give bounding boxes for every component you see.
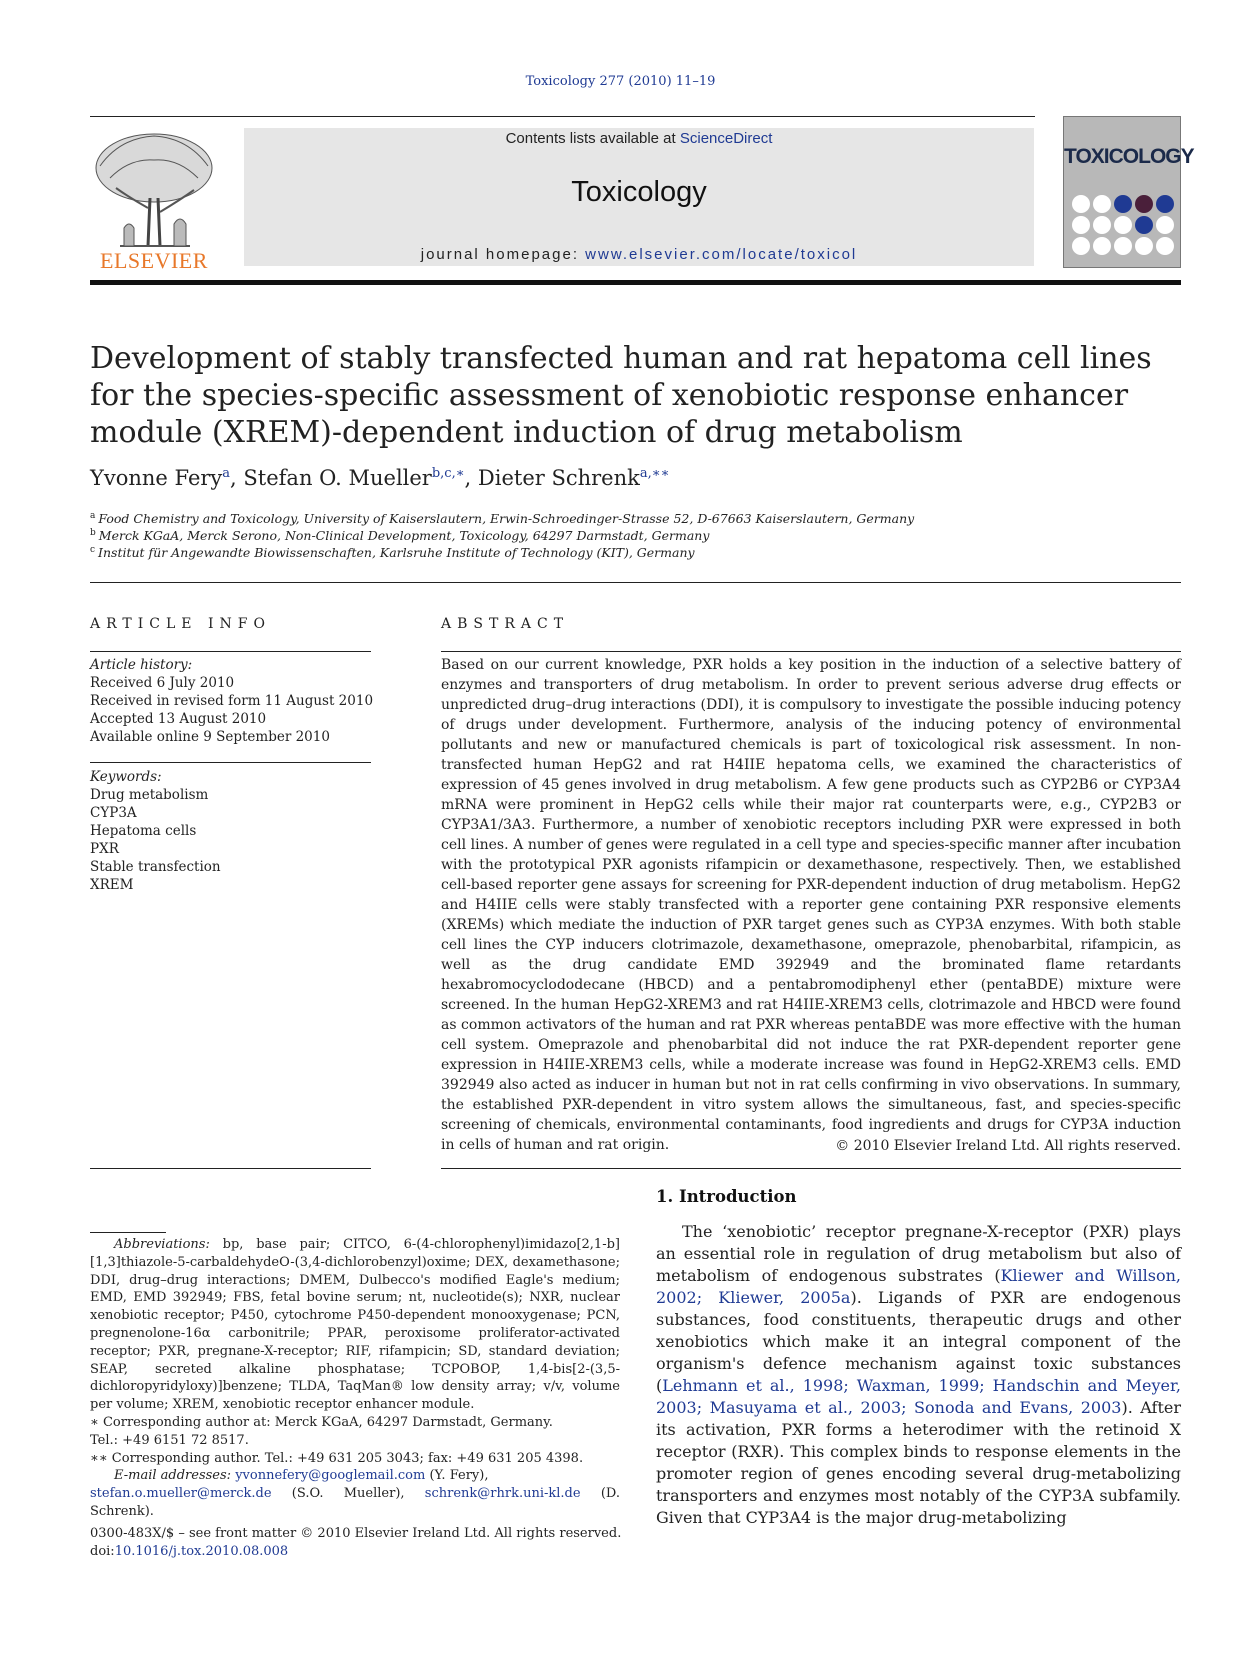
- email-owner: (S.O. Mueller),: [271, 1486, 425, 1502]
- intro-text: ). After its activation, PXR forms a heterodimer with the retinoid X receptor (RXR). This complex binds to response elements in the promoter region of genes encoding several drug-metabolizing transporters and enzymes most notably of the CYP3A subfamily. Given that CYP3A4 is the major drug-metabolizing: [656, 1398, 1181, 1527]
- article-history: [90, 656, 373, 746]
- keyword: PXR: [90, 841, 119, 857]
- keywords-block: [90, 768, 221, 894]
- doi-prefix: doi:: [90, 1543, 115, 1559]
- citation-link[interactable]: Kliewer and Willson, 2002; Kliewer, 2005a: [656, 1266, 1181, 1307]
- abstract-heading: ABSTRACT: [441, 616, 570, 632]
- journal-cover: [1063, 116, 1194, 268]
- header-rule: [90, 116, 1035, 117]
- abstract-text: Based on our current knowledge, PXR holds a key position in the induction of a selective battery of enzymes and transporters of drug metabolism. In order to prevent serious adverse drug effects or unpredicted drug–drug interactions (DDI), it is compulsory to investigate the possible inducing potency of drugs under development. Furthermore, analysis of the inducing potency of environmental pollutants and new or manufactured chemicals is part of toxicological risk assessment. In non-transfected human HepG2 and rat H4IIE hepatoma cells, we examined the characteristics of expression of 45 genes involved in drug metabolism. A few gene products such as CYP2B6 or CYP3A4 mRNA were prominent in HepG2 cells while their major rat counterparts were, e.g., CYP2B3 or CYP3A1/3A3. Furthermore, a number of xenobiotic receptors including PXR were expressed in both cell lines. A number of genes were regulated in a cell type and species-specific manner after incubation with the prototypical PXR agonists rifampicin or dexamethasone, respectively. Then, we established cell-based reporter gene assays for screening for PXR-dependent induction of drug metabolism. HepG2 and H4IIE cells were stably transfected with a reporter gene containing PXR responsive elements (XREMs) which mediate the induction of PXR target genes such as CYP3A enzymes. With both stable cell lines the CYP inducers clotrimazole, dexamethasone, omeprazole, phenobarbital, rifampicin, as well as the drug candidate EMD 392949 and the brominated flame retardants hexabromocyclododecane (HBCD) and a pentabromodiphenyl ether (pentaBDE) mixture were screened. In the human HepG2-XREM3 and rat H4IIE-XREM3 cells, clotrimazole and HBCD were found as common activators of the human and rat PXR whereas pentaBDE was more effective with the human cell system. Omeprazole and phenobarbital did not induce the rat PXR-dependent reporter gene expression in H4IIE-XREM3 cells, while a moderate increase was found in HepG2-XREM3 cells. EMD 392949 also acted as inducer in human but not in rat cells confirming in vivo observations. In summary, the established PXR-dependent in vitro system allows the simultaneous, fast, and species-specific screening of chemicals, environmental contaminants, food ingredients and drugs for CYP3A induction in cells of human and rat origin.: [441, 657, 1181, 1153]
- email-label: E-mail addresses:: [114, 1468, 232, 1484]
- email-link[interactable]: schrenk@rhrk.uni-kl.de: [424, 1486, 581, 1502]
- article-title: Development of stably transfected human and rat hepatoma cell lines for the species-specific assessment of xenobiotic response enhancer module (XREM)-dependent induction of drug metabolism: [90, 341, 1152, 450]
- header-thick-rule: [90, 280, 1181, 285]
- affiliation-text: Merck KGaA, Merck Serono, Non-Clinical Development, Toxicology, 64297 Darmstadt, Germany: [98, 528, 710, 544]
- keyword: XREM: [90, 877, 134, 893]
- contents-prefix: Contents lists available at: [505, 130, 680, 147]
- keyword: CYP3A: [90, 805, 137, 821]
- abstract-end-rule: [441, 1168, 1181, 1169]
- email-owner: (D. Schrenk).: [90, 1486, 620, 1519]
- intro-text: ). Ligands of PXR are endogenous substances, food constituents, therapeutic drugs and other xenobiotics which make it an integral component of the organism's defence mechanism against toxic substances (: [656, 1288, 1181, 1395]
- history-item: Available online 9 September 2010: [90, 729, 330, 745]
- front-matter: [90, 1525, 621, 1561]
- keyword: Stable transfection: [90, 859, 221, 875]
- author-list: Yvonne Fery$^a$, Stefan O. Mueller$^{b,c,∗}$, Dieter Schrenk$^{a,∗∗}$: [90, 466, 670, 490]
- history-item: Received 6 July 2010: [90, 675, 235, 691]
- section-rule: [90, 582, 1181, 583]
- homepage-link[interactable]: www.elsevier.com/locate/toxicol: [585, 246, 858, 263]
- sciencedirect-link[interactable]: ScienceDirect: [679, 130, 773, 147]
- introduction-text: [656, 1221, 1181, 1529]
- homepage-prefix: journal homepage:: [420, 246, 586, 263]
- introduction-heading: 1. Introduction: [656, 1187, 797, 1206]
- history-item: Accepted 13 August 2010: [90, 711, 267, 727]
- keywords-rule: [90, 762, 371, 763]
- email-link[interactable]: stefan.o.mueller@merck.de: [90, 1486, 272, 1502]
- journal-citation[interactable]: Toxicology 277 (2010) 11–19: [525, 74, 716, 89]
- author-name: Stefan O. Mueller: [243, 466, 432, 490]
- left-end-rule: [90, 1168, 371, 1169]
- author-name: Dieter Schrenk: [477, 466, 640, 490]
- keywords-label: Keywords:: [90, 769, 162, 785]
- contents-line: [244, 130, 1034, 147]
- abbreviations-text: bp, base pair; CITCO, 6-(4-chlorophenyl)imidazo[2,1-b][1,3]thiazole-5-carbaldehydeO-(3,4-dichlorobenzyl)oxime; DEX, dexamethasone; DDI, drug–drug interactions; DMEM, Dulbecco's modified Eagle's medium; EMD, EMD 392949; FBS, fetal bovine serum; nt, nucleotide(s); NXR, nuclear xenobiotic receptor; P450, cytochrome P450-dependent monooxygenase; PCN, pregnenolone-16α carbonitrile; PPAR, peroxisome proliferator-activated receptor; PXR, pregnane-X-receptor; RIF, rifampicin; SD, standard deviation; SEAP, secreted alkaline phosphatase; TCPOBOP, 1,4-bis[2-(3,5-dichloropyridyloxy)]benzene; TLDA, TaqMan® low density array; v/v, volume per volume; XREM, xenobiotic receptor enhancer module.: [90, 1237, 620, 1413]
- author-affiliation-marker[interactable]: a,∗∗: [639, 466, 670, 481]
- journal-name: Toxicology: [571, 176, 707, 208]
- corresponding-author-1-tel: Tel.: +49 6151 72 8517.: [90, 1432, 249, 1448]
- affiliation-marker: a: [90, 511, 96, 521]
- issn-line: 0300-483X/$ – see front matter © 2010 Elsevier Ireland Ltd. All rights reserved.: [90, 1526, 622, 1541]
- elsevier-wordmark: ELSEVIER: [100, 248, 208, 273]
- affiliation-marker: c: [90, 545, 96, 555]
- footnotes: [90, 1236, 620, 1521]
- footnote-rule: [90, 1232, 166, 1233]
- cover-dot-grid: [1072, 195, 1174, 255]
- abstract-rule: [441, 651, 1181, 652]
- intro-text: The ‘xenobiotic’ receptor pregnane-X-receptor (PXR) plays an essential role in regulation of drug metabolism but also of metabolism of endogenous substrates (: [656, 1222, 1181, 1285]
- corresponding-author-1: ∗ Corresponding author at: Merck KGaA, 64297 Darmstadt, Germany.: [90, 1414, 553, 1430]
- article-info-rule: [90, 651, 371, 652]
- email-owner: (Y. Fery),: [425, 1468, 489, 1484]
- author-affiliation-marker[interactable]: a: [222, 466, 231, 481]
- email-link[interactable]: yvonnefery@googlemail.com: [235, 1468, 426, 1484]
- abbreviations-label: Abbreviations:: [114, 1237, 210, 1252]
- affiliation: [90, 511, 914, 526]
- affiliation-marker: b: [90, 528, 96, 538]
- keyword: Drug metabolism: [90, 787, 209, 803]
- citation-link[interactable]: Lehmann et al., 1998; Waxman, 1999; Handschin and Meyer, 2003; Masuyama et al., 2003; Sonoda and Evans, 2003: [656, 1376, 1181, 1417]
- affiliation-text: Institut für Angewandte Biowissenschaften, Karlsruhe Institute of Technology (KIT), Germany: [98, 545, 695, 561]
- journal-homepage: [244, 246, 1034, 263]
- cover-title: TOXICOLOGY: [1064, 145, 1194, 168]
- affiliation: [90, 528, 709, 543]
- keyword: Hepatoma cells: [90, 823, 197, 839]
- article-info-heading: ARTICLE INFO: [90, 616, 271, 632]
- author-affiliation-marker[interactable]: b,c,∗: [431, 466, 465, 481]
- history-label: Article history:: [90, 657, 193, 673]
- corresponding-author-2: ∗∗ Corresponding author. Tel.: +49 631 205 3043; fax: +49 631 205 4398.: [90, 1450, 584, 1466]
- affiliation-text: Food Chemistry and Toxicology, University of Kaiserslautern, Erwin-Schroedinger-Strasse 52, D-67663 Kaiserslautern, Germany: [98, 511, 915, 527]
- doi-link[interactable]: 10.1016/j.tox.2010.08.008: [114, 1543, 289, 1559]
- history-item: Received in revised form 11 August 2010: [90, 693, 374, 709]
- abstract-copyright: © 2010 Elsevier Ireland Ltd. All rights reserved.: [835, 1138, 1181, 1154]
- author-name: Yvonne Fery: [90, 466, 223, 490]
- affiliation: [90, 545, 695, 560]
